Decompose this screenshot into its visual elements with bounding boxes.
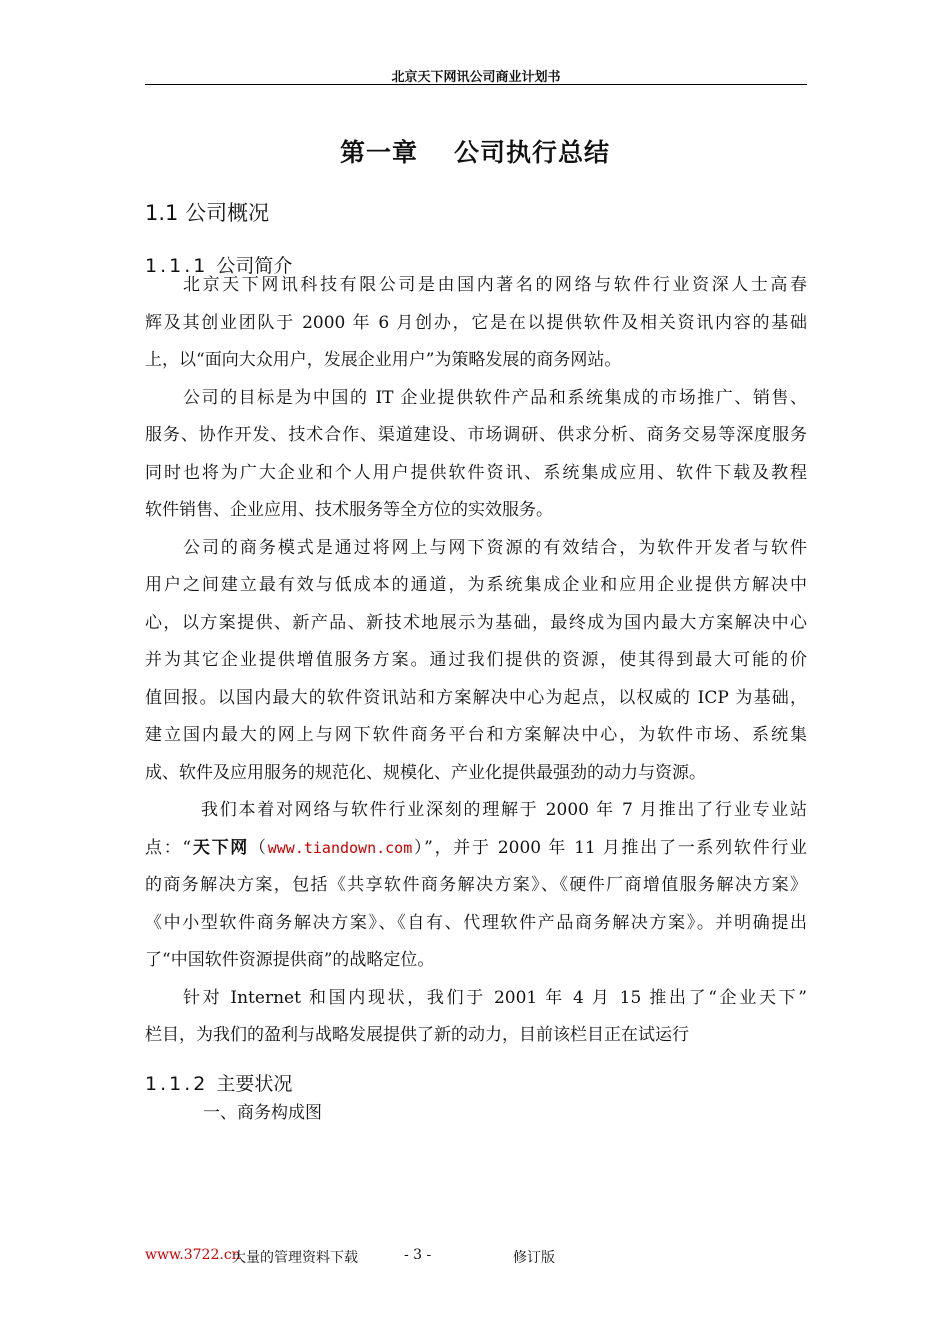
header-divider (145, 84, 807, 85)
text-line: 并为其它企业提供增值服务方案。通过我们提供的资源，使其得到最大可能的价 (145, 650, 807, 670)
footer-description: 大量的管理资料下载 (232, 1250, 358, 1266)
text-line: 同时也将为广大企业和个人用户提供软件资讯、系统集成应用、软件下载及教程 (145, 462, 807, 483)
text-line: 辉及其创业团队于 2000 年 6 月创办，它是在以提供软件及相关资讯内容的基础 (145, 312, 807, 333)
subsection-number: 1.1.1 (145, 255, 209, 277)
text-line: 心，以方案提供、新产品、新技术地展示为基础，最终成为国内最大方案解决中心 (145, 612, 807, 633)
text-line (145, 830, 807, 868)
text-line: 软件销售、企业应用、技术服务等全方位的实效服务。 (145, 500, 553, 520)
paren-open: （ (249, 837, 268, 858)
text-line: 值回报。以国内最大的软件资讯站和方案解决中心为起点，以权威的 ICP 为基础， (145, 687, 807, 708)
text-line: 北京天下网讯科技有限公司是由国内著名的网络与软件行业资深人士高春 (183, 275, 807, 295)
website-link[interactable]: www.tiandown.com (267, 838, 413, 857)
list-item-heading: 一、商务构成图 (203, 1103, 322, 1123)
footer-site-link[interactable]: www.3722.cn (145, 1247, 241, 1263)
text-line: 建立国内最大的网上与网下软件商务平台和方案解决中心，为软件市场、系统集 (145, 725, 807, 745)
text-line: 栏目，为我们的盈利与战略发展提供了新的动力，目前该栏目正在试运行 (145, 1025, 689, 1045)
text-line-tail: ）”，并于 2000 年 11 月推出了一系列软件行业 (412, 837, 808, 858)
body-text (145, 267, 807, 1055)
subsection-number: 1.1.2 (145, 1073, 209, 1095)
subsection-title: 公司简介 (216, 255, 293, 277)
text-line: 用户之间建立最有效与低成本的通道，为系统集成企业和应用企业提供方解决中 (145, 575, 807, 595)
quote-open: 点：“ (145, 837, 192, 858)
chapter-number: 第一章 (339, 138, 418, 167)
text-line: 成、软件及应用服务的规范化、规模化、产业化提供最强劲的动力与资源。 (145, 762, 706, 783)
text-line: 的商务解决方案，包括《共享软件商务解决方案》、《硬件厂商增值服务解决方案》 (145, 875, 807, 895)
paragraph-current (145, 980, 807, 1055)
subsection-title: 主要状况 (216, 1073, 293, 1095)
text-line: 服务、协作开发、技术合作、渠道建设、市场调研、供求分析、商务交易等深度服务 (145, 425, 807, 445)
brand-name: 天下网 (191, 837, 250, 858)
text-line: 公司的目标是为中国的 IT 企业提供软件产品和系统集成的市场推广、销售、 (183, 387, 807, 408)
paragraph-history (145, 792, 807, 980)
text-line: 上，以“面向大众用户，发展企业用户”为策略发展的商务网站。 (145, 350, 622, 370)
text-line: 我们本着对网络与软件行业深刻的理解于 2000 年 7 月推出了行业专业站 (201, 800, 807, 820)
text-line: 公司的商务模式是通过将网上与网下资源的有效结合，为软件开发者与软件 (183, 537, 807, 558)
chapter-title: 公司执行总结 (454, 138, 611, 167)
paragraph-goal (145, 380, 807, 530)
version-label: 修订版 (513, 1250, 555, 1266)
paragraph-business-model (145, 530, 807, 793)
text-line: 了“中国软件资源提供商”的战略定位。 (145, 950, 435, 970)
chapter-heading (0, 133, 950, 169)
subsection-heading-2 (145, 1069, 292, 1096)
page-number: - 3 - (404, 1247, 432, 1263)
section-heading: 1.1 公司概况 (145, 201, 270, 225)
page-header-title: 北京天下网讯公司商业计划书 (391, 70, 561, 85)
paragraph-intro (145, 267, 807, 380)
text-line: 针对 Internet 和国内现状，我们于 2001 年 4 月 15 推出了“企业天下” (183, 987, 807, 1008)
text-line: 《中小型软件商务解决方案》、《自有、代理软件产品商务解决方案》。并明确提出 (145, 912, 807, 933)
